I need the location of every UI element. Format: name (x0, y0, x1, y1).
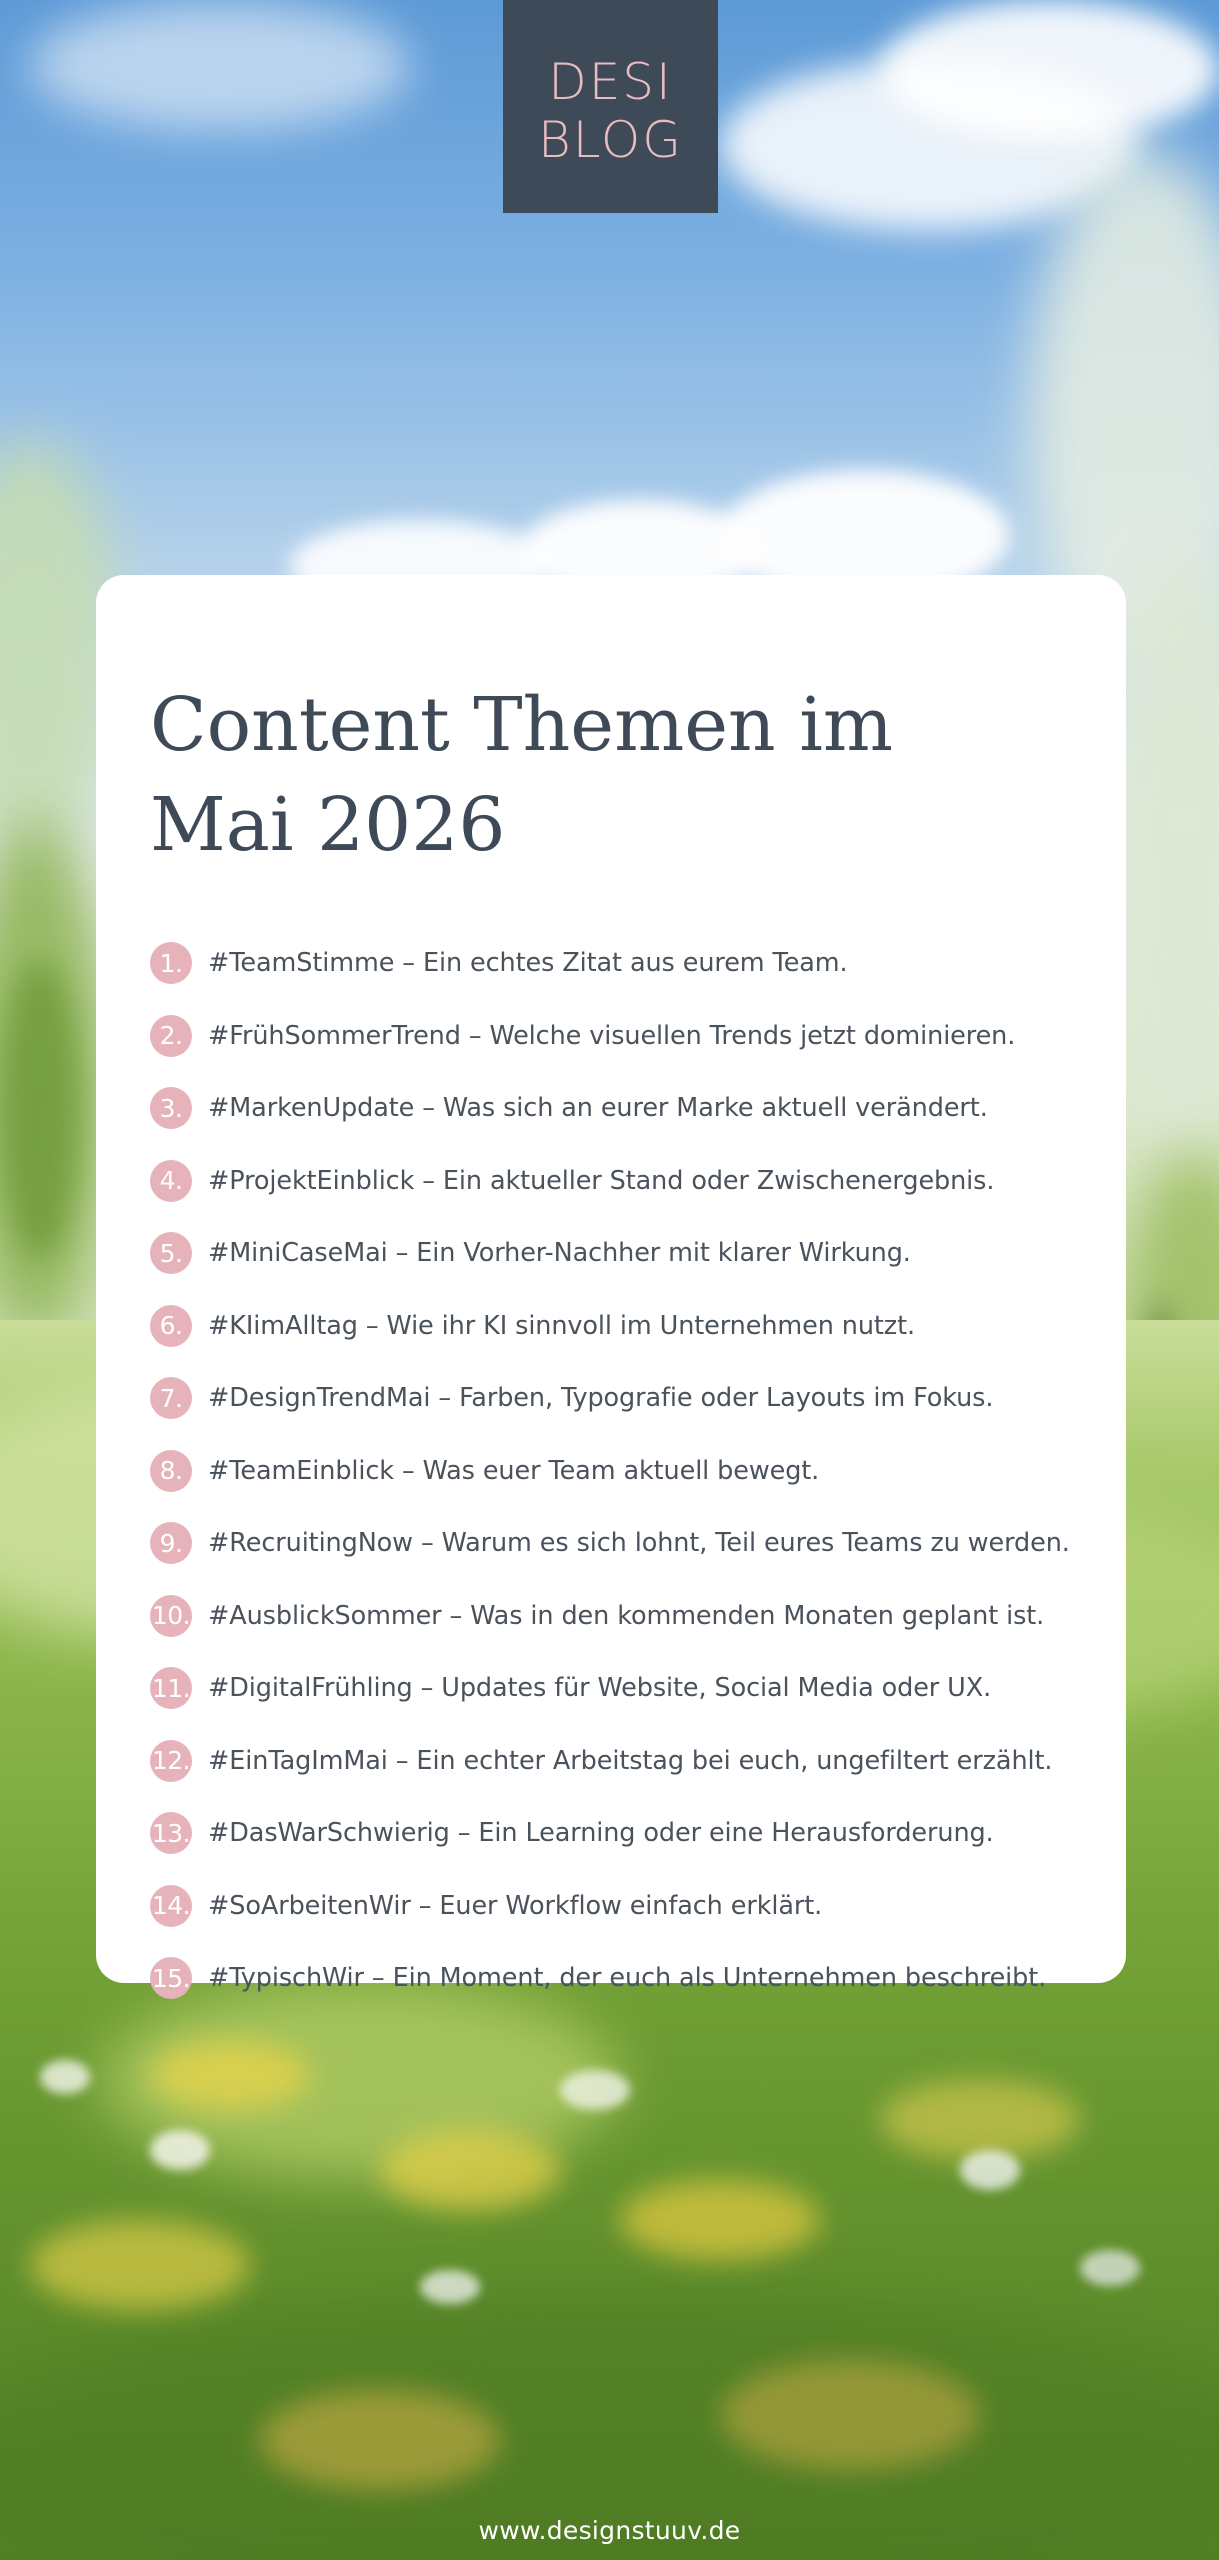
list-item-text: #DasWarSchwierig – Ein Learning oder eine Herausforderung. (208, 1818, 994, 1849)
number-badge: 12. (150, 1740, 192, 1782)
list-item (150, 927, 1076, 1000)
list-item (150, 1725, 1076, 1798)
list-item (150, 1507, 1076, 1580)
list-item-text: #FrühSommerTrend – Welche visuellen Trends jetzt dominieren. (208, 1020, 1016, 1051)
number-badge: 10. (150, 1595, 192, 1637)
flower-patch (150, 2040, 310, 2110)
list-item (150, 1072, 1076, 1145)
topic-list (150, 927, 1076, 2015)
number-badge: 1. (150, 942, 192, 984)
website-link[interactable]: www.designstuuv.de (478, 2516, 741, 2545)
flower-patch (30, 2220, 250, 2310)
number-badge: 14. (150, 1885, 192, 1927)
content-card (96, 575, 1126, 1994)
number-badge: 2. (150, 1015, 192, 1057)
cloud (880, 0, 1219, 140)
list-item (150, 1435, 1076, 1508)
cloud (30, 0, 410, 130)
flower-patch (880, 2080, 1080, 2160)
list-item (150, 1362, 1076, 1435)
list-item-text: #KIimAlltag – Wie ihr KI sinnvoll im Unternehmen nutzt. (208, 1310, 915, 1341)
card-title-line-1: Content Themen im (150, 682, 894, 768)
number-badge: 15. (150, 1957, 192, 1999)
list-item (150, 1797, 1076, 1870)
flower-patch (380, 2130, 560, 2210)
list-item (150, 1580, 1076, 1653)
card-title-line-2: Mai 2026 (150, 782, 506, 868)
foliage (0, 960, 80, 1260)
white-flowers (40, 2060, 90, 2094)
list-item-text: #MiniCaseMai – Ein Vorher-Nachher mit klarer Wirkung. (208, 1238, 911, 1269)
number-badge: 3. (150, 1087, 192, 1129)
number-badge: 9. (150, 1522, 192, 1564)
list-item-text: #ProjektEinblick – Ein aktueller Stand oder Zwischenergebnis. (208, 1165, 995, 1196)
list-item-text: #AusblickSommer – Was in den kommenden Monaten geplant ist. (208, 1600, 1045, 1631)
list-item (150, 1000, 1076, 1073)
number-badge: 4. (150, 1160, 192, 1202)
number-badge: 6. (150, 1305, 192, 1347)
list-item-text: #MarkenUpdate – Was sich an eurer Marke aktuell verändert. (208, 1093, 988, 1124)
list-item (150, 1145, 1076, 1218)
white-flowers (1080, 2250, 1140, 2286)
flower-patch (620, 2180, 820, 2260)
number-badge: 8. (150, 1450, 192, 1492)
list-item (150, 1942, 1076, 2015)
flower-patch (260, 2390, 500, 2490)
list-item-text: #DesignTrendMai – Farben, Typografie oder Layouts im Fokus. (208, 1383, 994, 1414)
number-badge: 5. (150, 1232, 192, 1274)
list-item (150, 1870, 1076, 1943)
list-item (150, 1652, 1076, 1725)
list-item-text: #SoArbeitenWir – Euer Workflow einfach erklärt. (208, 1890, 823, 1921)
flower-patch (720, 2360, 980, 2470)
card-title (150, 675, 1076, 875)
logo-line-1: DESI (548, 52, 673, 111)
white-flowers (150, 2130, 210, 2170)
list-item (150, 1290, 1076, 1363)
list-item (150, 1217, 1076, 1290)
list-item-text: #RecruitingNow – Warum es sich lohnt, Teil eures Teams zu werden. (208, 1528, 1070, 1559)
white-flowers (420, 2270, 480, 2304)
list-item-text: #EinTagImMai – Ein echter Arbeitstag bei euch, ungefiltert erzählt. (208, 1745, 1053, 1776)
logo-line-2: BLOG (538, 110, 683, 169)
white-flowers (960, 2150, 1020, 2190)
white-flowers (560, 2070, 630, 2110)
list-item-text: #TeamStimme – Ein echtes Zitat aus eurem Team. (208, 948, 848, 979)
number-badge: 13. (150, 1812, 192, 1854)
number-badge: 7. (150, 1377, 192, 1419)
list-item-text: #DigitalFrühling – Updates für Website, Social Media oder UX. (208, 1673, 992, 1704)
logo (503, 0, 718, 213)
number-badge: 11. (150, 1667, 192, 1709)
list-item-text: #TypischWir – Ein Moment, der euch als Unternehmen beschreibt. (208, 1963, 1047, 1994)
list-item-text: #TeamEinblick – Was euer Team aktuell bewegt. (208, 1455, 820, 1486)
